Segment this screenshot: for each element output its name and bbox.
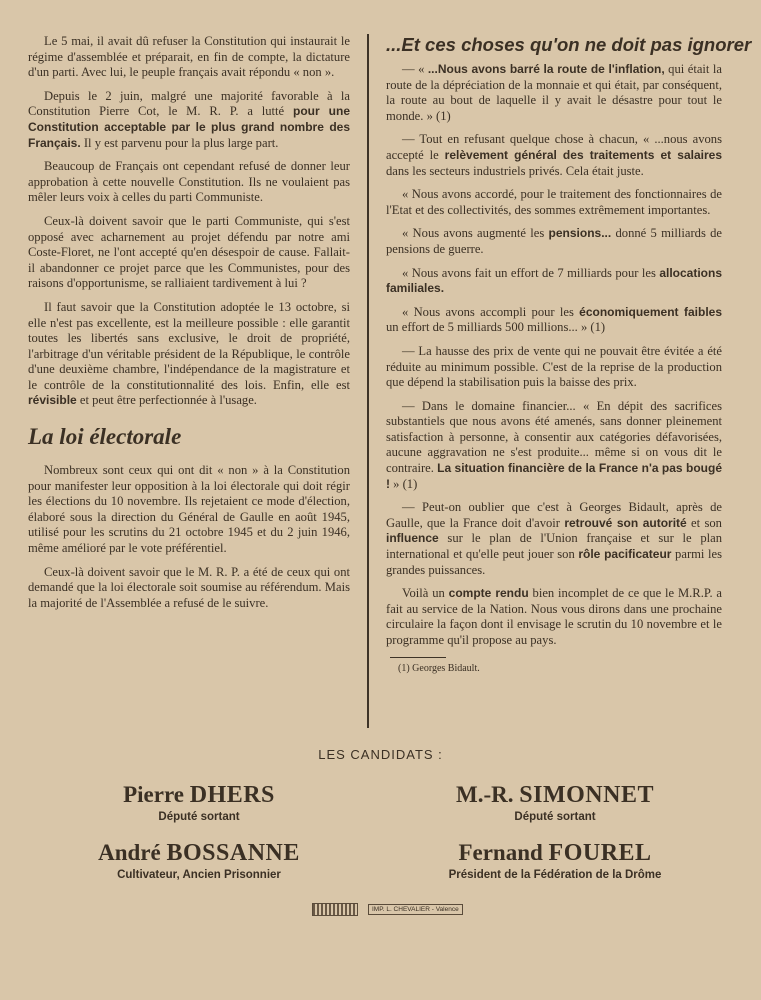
candidate-last-name: SIMONNET [519,782,654,808]
text-run: « Nous avons fait un effort de 7 milliards pour les [402,265,660,280]
candidate-simonnet [390,782,720,824]
emphasis-text: révisible [28,393,77,408]
text-run: — Dans le domaine financier... « En dépit des sacrifices substantiels que nous avons été amenés, sans donner pleinement satisfaction à personne, à consentir aux catégories défavorisées, aucune aggravation ne s'est produite... même si on vous dit le contraire. [386,398,722,476]
paragraph-october-13 [28,300,350,409]
emphasis-text: rôle pacificateur [578,547,672,562]
paragraph-june-2 [28,89,350,151]
text-run: — Tout en refusant quelque chose à chacun, « ...nous avons accepté le [386,132,722,162]
text-run: et son [686,515,722,530]
text-run: Depuis le 2 juin, malgré une majorité favorable à la Constitution Pierre Cot, le M. R. P. a lutté [28,88,350,119]
text-run: bien incomplet de ce que le M.R.P. a fait au service de la Nation. Nous vous dirons dans une prochaine circulaire la façon dont il envisage le scrutin du 10 novembre et le programme qu'il propose au pays. [386,586,723,647]
right-column [386,34,752,683]
footnote-rule [390,657,446,658]
candidate-role: Président de la Fédération de la Drôme [448,869,662,881]
candidate-first-name: Fernand [458,840,543,865]
left-column [28,34,350,619]
candidate-fourel [390,840,720,882]
emphasis-text: pensions... [548,226,612,241]
text-run: et peut être perfectionnée à l'usage. [76,393,257,408]
emphasis-text: influence [386,531,439,546]
text-run: parmi les grandes puissances. [386,547,722,577]
candidate-name [34,782,364,808]
candidate-last-name: DHERS [189,782,275,808]
union-label-icon [312,903,358,916]
emphasis-text: La situation financière de la France n'a pas bougé ! [386,461,722,491]
paragraph-pensions [386,226,722,257]
section-heading-things-to-know: ...Et ces choses qu'on ne doit pas ignorer [386,34,752,55]
candidate-last-name: FOUREL [548,840,652,866]
paragraph-electoral-2: Ceux-là doivent savoir que le M. R. P. a été de ceux qui ont demandé que la loi électorale soit soumise au référendum. Mais la majorité de l'Assemblée a refusé de le suivre. [28,564,350,610]
candidate-role: Député sortant [158,811,240,823]
candidate-name [390,782,720,808]
column-divider [367,34,369,728]
candidates-title: LES CANDIDATS : [318,747,443,762]
text-run: — « [402,62,428,76]
candidate-name [390,840,720,866]
emphasis-text: ...Nous avons barré la route de l'inflation, [427,62,665,76]
text-run: sur le plan de l'Union française et sur le plan international et qu'elle peut jouer son [386,531,722,562]
candidate-role: Député sortant [514,811,596,823]
footnote: (1) Georges Bidault. [398,662,480,674]
paragraph-may-5: Le 5 mai, il avait dû refuser la Constitution qui instaurait le régime d'assemblée et préparait, en fin de compte, la dictature d'un parti. Avec lui, le peuple français avait répondu « non ». [28,34,350,80]
text-run: — Peut-on oublier que c'est à Georges Bidault, après de Gaulle, que la France doit d'avoir [386,500,722,530]
emphasis-text: allocations familiales. [386,265,722,296]
paragraph-inflation [386,62,722,124]
paragraph-many-french: Beaucoup de Français ont cependant refusé de donner leur approbation à cette nouvelle Constitution. Ils ne voulaient pas mêler leurs voix à celles du parti Communiste. [28,159,350,205]
candidate-bossanne [34,840,364,882]
text-run: Voilà un [402,586,449,601]
paragraph-salaries [386,132,722,179]
paragraph-communist: Ceux-là doivent savoir que le parti Communiste, qui s'est opposé avec acharnement au projet défendu par notre ami Coste-Floret, ne l'ont accepté qu'en désespoir de cause. Fallait-il abandonner ce projet parce que les Communistes, pour des raisons d'opportunisme, se ralliaient tardivement à lui ? [28,213,350,291]
paragraph-family-allowances [386,266,722,297]
paragraph-report [386,586,722,648]
text-run: qui était la route de la dépréciation de la monnaie et qui était, par conséquent, la route au bout de laquelle il y avait le désastre pour tout le monde. » (1) [386,62,722,123]
text-run: « Nous avons augmenté les [402,226,549,241]
paragraph-bidault [386,500,722,578]
emphasis-text: économiquement faibles [579,304,722,319]
text-run: Il y est parvenu pour la plus large part. [80,135,279,150]
emphasis-text: pour une Constitution acceptable par le plus grand nombre des Français. [28,104,351,150]
text-run: « Nous avons accompli pour les [402,304,580,319]
candidate-role: Cultivateur, Ancien Prisonnier [117,869,281,881]
text-run: » (1) [390,476,418,491]
emphasis-text: relèvement général des traitements et salaires [444,147,722,162]
text-run: dans les secteurs industriels privés. Cela était juste. [386,163,644,178]
paragraph-prices: — La hausse des prix de vente qui ne pouvait être évitée a été réduite au minimum possible. C'est de la reprise de la production que dépend la stabilisation puis la baisse des prix. [386,343,722,390]
paragraph-electoral-1: Nombreux sont ceux qui ont dit « non » à la Constitution pour manifester leur opposition à la loi électorale qui doit régir les élections du 10 novembre. Ils rejetaient ce mode d'élection, élaboré sous la direction du Général de Gaulle en août 1945, utilisé pour les scrutins du 21 octobre 1945 et du 2 juin 1946, même amélioré par le vote préférentiel. [28,463,350,556]
text-run: un effort de 5 milliards 500 millions... » (1) [386,320,606,335]
candidate-first-name: M.-R. [456,782,514,807]
candidate-dhers [34,782,364,824]
paragraph-civil-servants: « Nous avons accordé, pour le traitement des fonctionnaires de l'Etat et des collectivités, des sommes extrêmement importantes. [386,187,722,217]
candidate-name [34,840,364,866]
candidate-last-name: BOSSANNE [166,840,300,866]
printer-imprint [312,903,463,916]
candidate-first-name: Pierre [123,782,184,807]
candidate-first-name: André [98,840,161,865]
emphasis-text: compte rendu [448,586,529,601]
printer-name: IMP. L. CHEVALIER - Valence [368,904,463,915]
paragraph-finance [386,399,722,493]
paragraph-economically-weak [386,305,722,336]
section-heading-electoral-law: La loi électorale [28,424,182,450]
text-run: Il faut savoir que la Constitution adoptée le 13 octobre, si elle n'est pas excellente, est la meilleure possible : elle garantit toutes les libertés sans exclusive, le droit de propriété, l'arbitrage d'un véritable président de la République, le contrôle d'une deuxième chambre, l'indépendance de la magistrature et le contrôle de la constitutionnalité des lois. Enfin, elle est [28,299,350,392]
emphasis-text: retrouvé son autorité [564,515,687,530]
text-run: donné 5 milliards de pensions de guerre. [386,226,722,256]
